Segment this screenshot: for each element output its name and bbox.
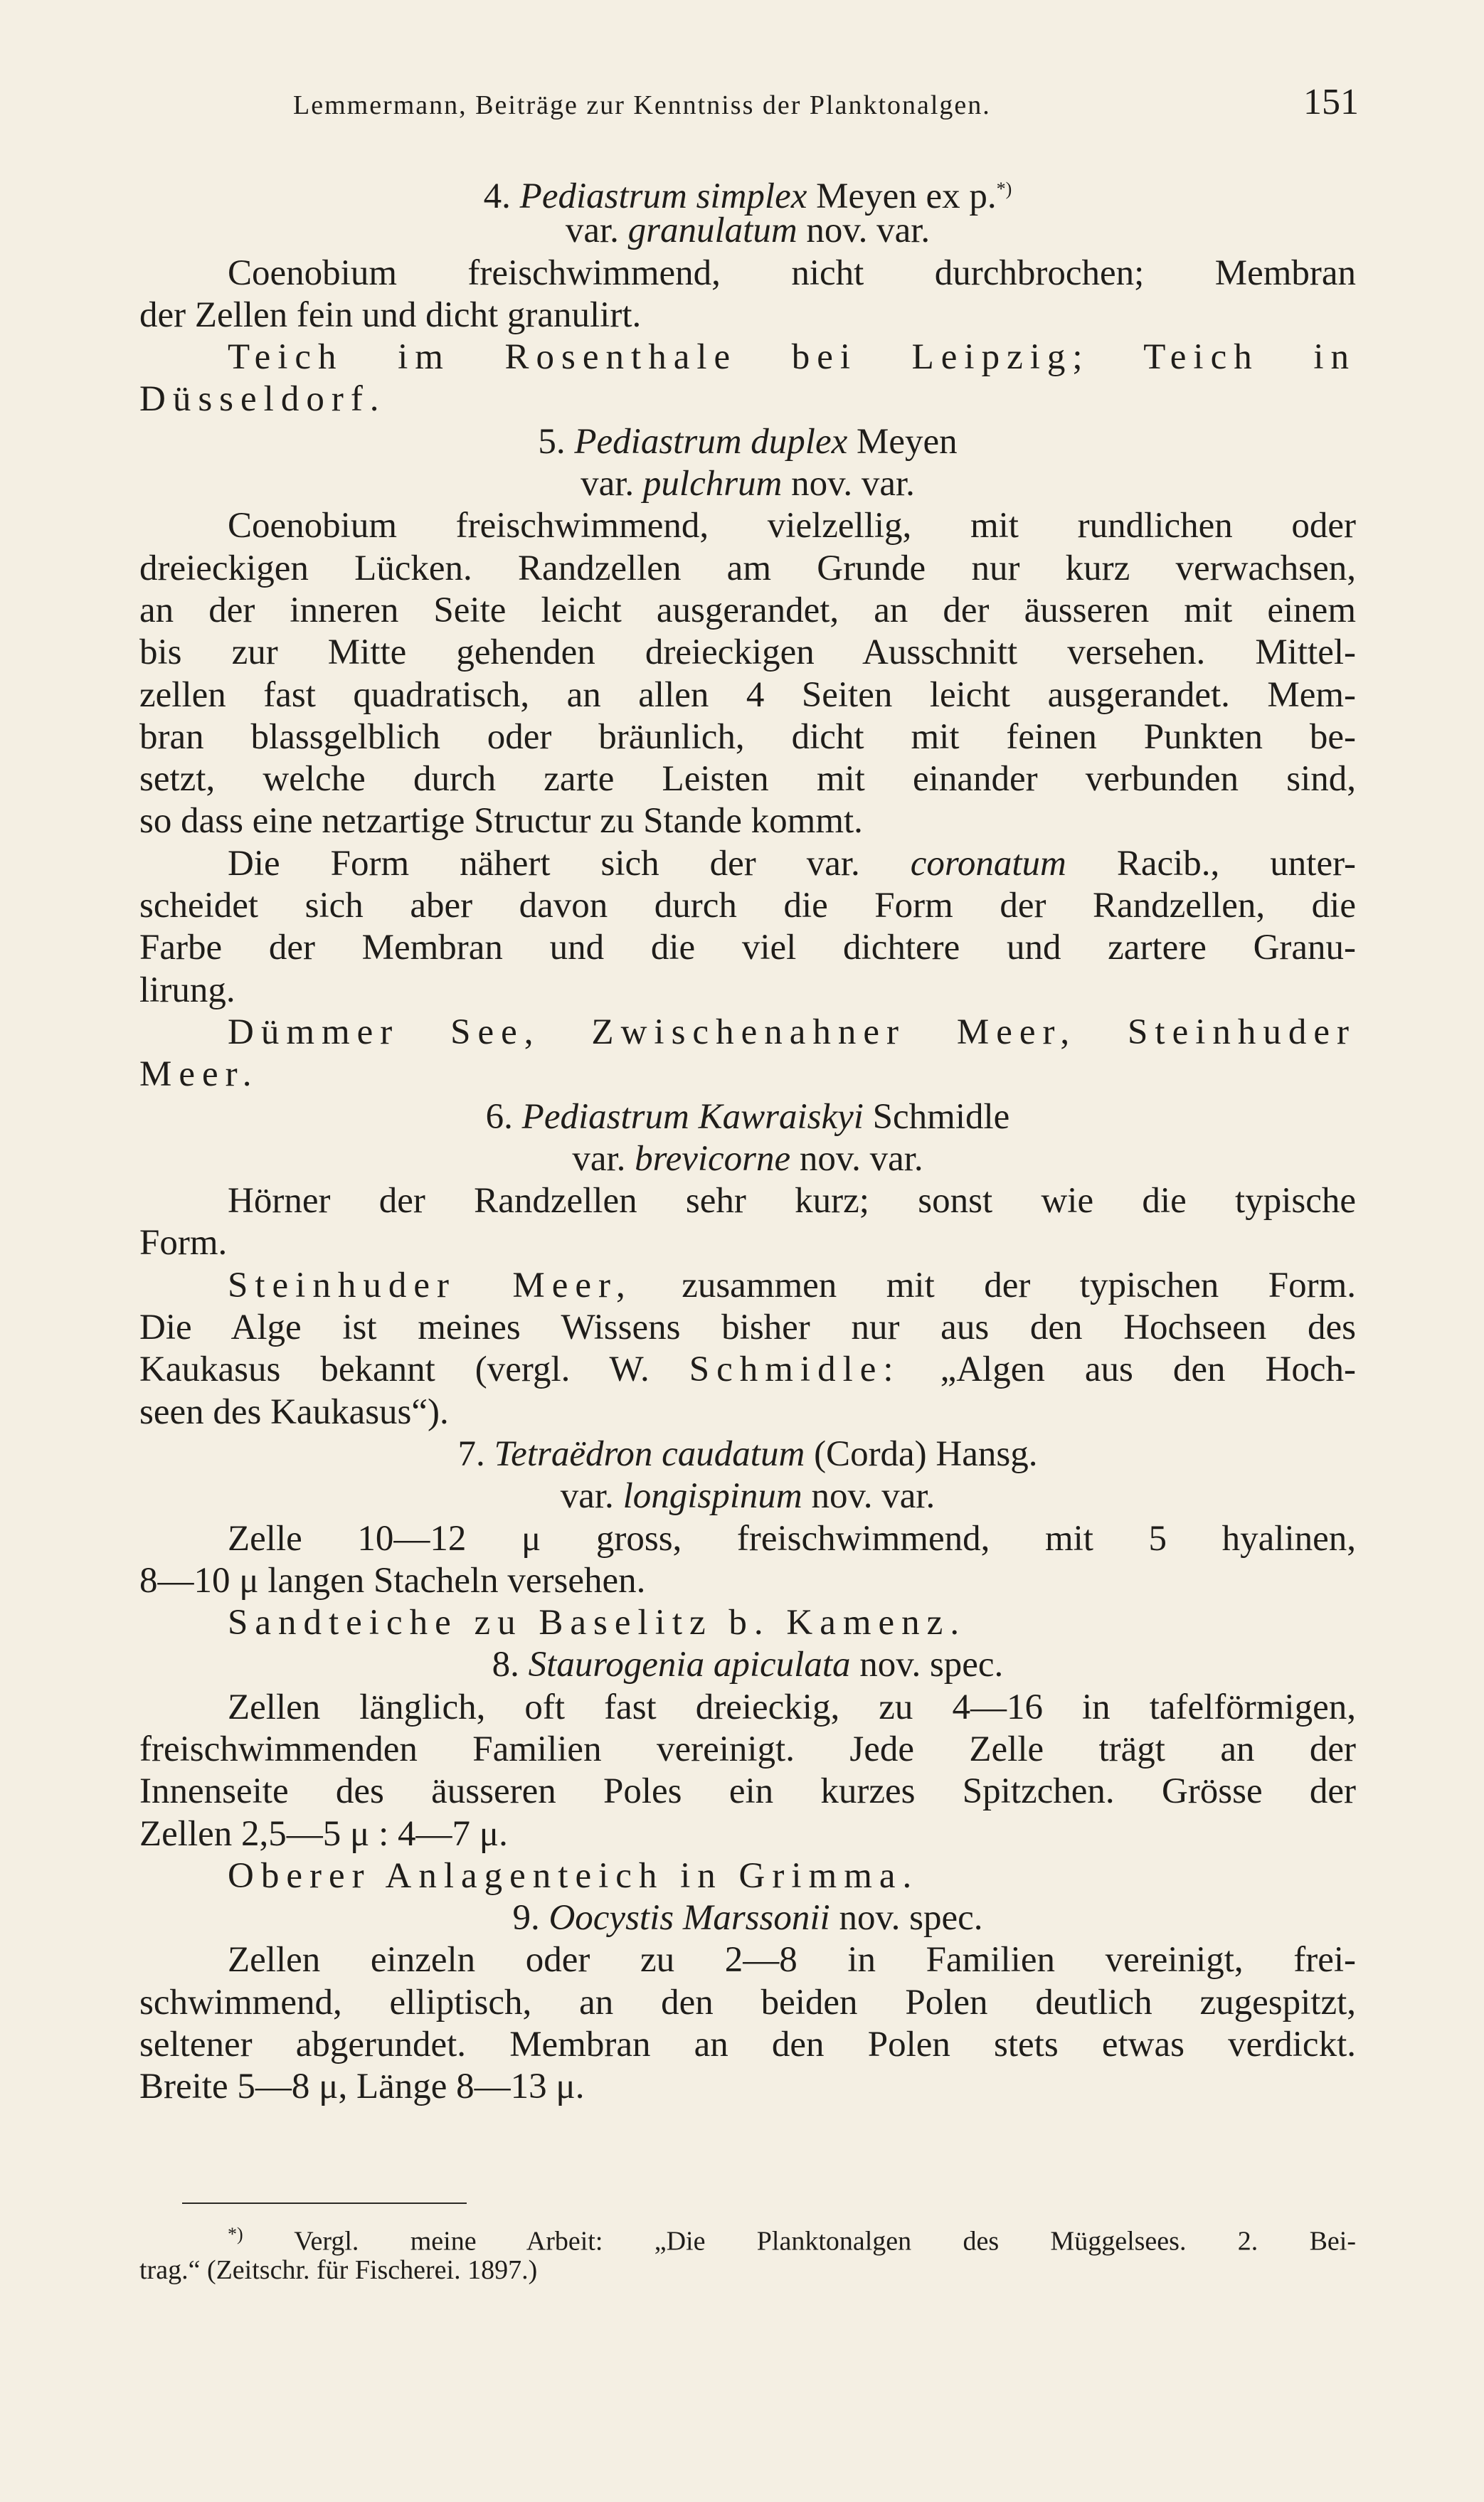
running-header	[270, 77, 1359, 127]
body-text	[139, 168, 1356, 2109]
paragraph-line: an der inneren Seite leicht ausgerandet, an der äusseren mit einem	[139, 590, 1356, 630]
paragraph-line: Die Alge ist meines Wissens bisher nur aus den Hochseen des	[139, 1308, 1356, 1348]
paragraph-line: Kaukasus bekannt (vergl. W. Schmidle: „Algen aus den Hoch-	[139, 1350, 1357, 1390]
species-name: Tetraëdron caudatum	[494, 1433, 805, 1474]
locality-line: Meer.	[139, 1054, 259, 1095]
variety-heading: var. pulchrum nov. var.	[581, 464, 915, 504]
variety-heading: var. brevicorne nov. var.	[572, 1138, 923, 1179]
paragraph-line: Steinhuder Meer, zusammen mit der typischen Form.	[228, 1265, 1356, 1305]
page-number: 151	[1303, 82, 1359, 122]
paragraph-line: Zellen einzeln oder zu 2—8 in Familien vereinigt, frei-	[228, 1940, 1356, 1981]
species-heading: 9. Oocystis Marssonii nov. spec.	[512, 1898, 983, 1939]
locality-line: Teich im Rosenthale bei Leipzig; Teich in	[228, 337, 1356, 378]
paragraph-line: seltener abgerundet. Membran an den Polen stets etwas verdickt.	[139, 2025, 1356, 2065]
species-heading: 7. Tetraëdron caudatum (Corda) Hansg.	[457, 1433, 1038, 1474]
variety-name: brevicorne	[635, 1138, 791, 1179]
species-heading: 4. Pediastrum simplex Meyen ex p.*)	[483, 176, 1012, 216]
paragraph-line: Form.	[139, 1223, 228, 1263]
species-name: Oocystis Marssonii	[548, 1898, 830, 1939]
species-heading: 5. Pediastrum duplex Meyen	[538, 421, 958, 462]
species-heading: 8. Staurogenia apiculata nov. spec.	[492, 1645, 1004, 1685]
footnote-rule	[182, 2202, 467, 2204]
variety-heading: var. granulatum nov. var.	[565, 211, 931, 251]
variety-name: longispinum	[622, 1476, 802, 1517]
footnote-line: *) Vergl. meine Arbeit: „Die Planktonalgen des Müggelsees. 2. Bei-	[228, 2224, 1356, 2257]
paragraph-line: Innenseite des äusseren Poles ein kurzes Spitzchen. Grösse der	[139, 1771, 1356, 1812]
paragraph-line: freischwimmenden Familien vereinigt. Jede Zelle trägt an der	[139, 1729, 1356, 1769]
locality-line: Düsseldorf.	[139, 379, 386, 420]
footnote-marker: *)	[996, 179, 1012, 199]
variety-name: pulchrum	[642, 464, 783, 504]
paragraph-line: seen des Kaukasus“).	[139, 1392, 449, 1432]
author-name: Schmidle:	[689, 1350, 901, 1390]
locality-line: Oberer Anlagenteich in Grimma.	[228, 1855, 919, 1896]
running-title: Lemmermann, Beiträge zur Kenntniss der Planktonalgen.	[293, 90, 991, 120]
footnote-line: trag.“ (Zeitschr. für Fischerei. 1897.)	[139, 2255, 538, 2285]
paragraph-line: Farbe der Membran und die viel dichtere und zartere Granu-	[139, 928, 1356, 968]
locality-line: Sandteiche zu Baselitz b. Kamenz.	[228, 1603, 967, 1643]
species-name: Pediastrum simplex	[519, 176, 807, 216]
paragraph-line: setzt, welche durch zarte Leisten mit einander verbunden sind,	[139, 759, 1356, 800]
paragraph-line: bis zur Mitte gehenden dreieckigen Ausschnitt versehen. Mittel-	[139, 632, 1356, 673]
paragraph-line: Zellen länglich, oft fast dreieckig, zu 4—16 in tafelförmigen,	[228, 1687, 1356, 1727]
species-name: Pediastrum duplex	[574, 421, 848, 462]
paragraph-line: lirung.	[139, 970, 235, 1010]
paragraph-line: Die Form nähert sich der var. coronatum Racib., unter-	[228, 843, 1357, 884]
paragraph-line: Breite 5—8 μ, Länge 8—13 μ.	[139, 2067, 585, 2107]
locality-line: Dümmer See, Zwischenahner Meer, Steinhuder	[228, 1012, 1356, 1052]
paragraph-line: zellen fast quadratisch, an allen 4 Seiten leicht ausgerandet. Mem-	[139, 674, 1356, 715]
paragraph-line: Coenobium freischwimmend, nicht durchbrochen; Membran	[228, 253, 1356, 293]
paragraph-line: Zelle 10—12 μ gross, freischwimmend, mit 5 hyalinen,	[228, 1518, 1356, 1559]
paragraph-line: dreieckigen Lücken. Randzellen am Grunde nur kurz verwachsen,	[139, 548, 1356, 588]
paragraph-line: 8—10 μ langen Stacheln versehen.	[139, 1560, 646, 1601]
species-name: Staurogenia apiculata	[528, 1645, 851, 1685]
paragraph-line: bran blassgelblich oder bräunlich, dicht mit feinen Punkten be-	[139, 716, 1356, 757]
paragraph-line: Zellen 2,5—5 μ : 4—7 μ.	[139, 1813, 508, 1854]
variety-heading: var. longispinum nov. var.	[560, 1476, 936, 1517]
paragraph-line: scheidet sich aber davon durch die Form der Randzellen, die	[139, 886, 1356, 926]
variety-name: granulatum	[627, 211, 797, 251]
paragraph-line: schwimmend, elliptisch, an den beiden Polen deutlich zugespitzt,	[139, 1982, 1356, 2023]
species-name: Pediastrum Kawraiskyi	[521, 1096, 864, 1137]
footnote	[139, 2217, 1356, 2288]
paragraph-line: der Zellen fein und dicht granulirt.	[139, 295, 642, 335]
paragraph-line: Hörner der Randzellen sehr kurz; sonst wie die typische	[228, 1181, 1356, 1221]
species-heading: 6. Pediastrum Kawraiskyi Schmidle	[485, 1096, 1010, 1137]
paragraph-line: so dass eine netzartige Structur zu Stande kommt.	[139, 801, 863, 842]
variety-name: coronatum	[910, 843, 1066, 884]
locality-text: Steinhuder Meer,	[228, 1265, 632, 1305]
footnote-mark: *)	[228, 2224, 243, 2244]
paragraph-line: Coenobium freischwimmend, vielzellig, mit rundlichen oder	[228, 506, 1356, 546]
